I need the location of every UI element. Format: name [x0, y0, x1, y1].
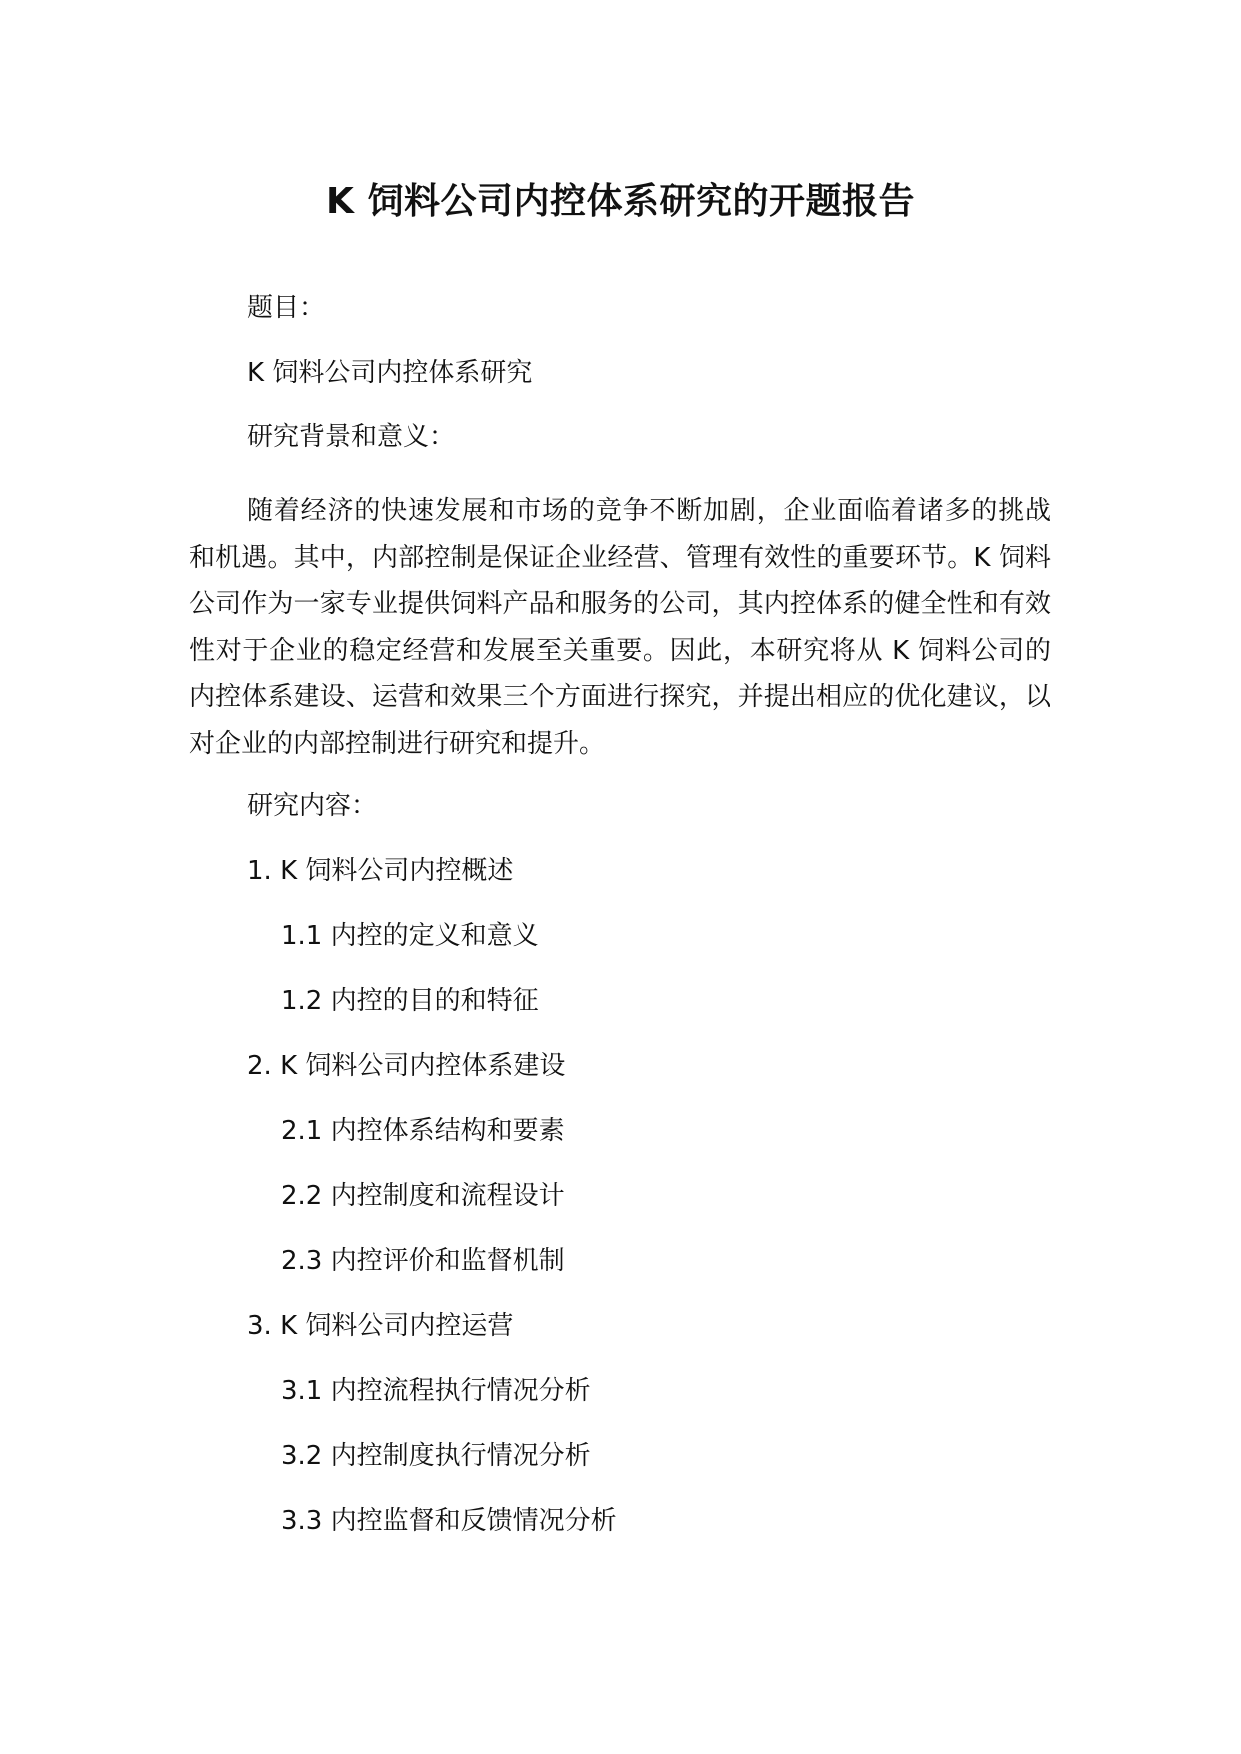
- outline-subitem: 3.2 内控制度执行情况分析: [281, 1441, 591, 1471]
- outline-subitem: 3.3 内控监督和反馈情况分析: [281, 1506, 617, 1536]
- outline-subitem: 2.2 内控制度和流程设计: [281, 1181, 565, 1211]
- outline-item: 2. K 饲料公司内控体系建设: [247, 1051, 566, 1081]
- outline-subitem: 2.1 内控体系结构和要素: [281, 1116, 565, 1146]
- outline-subitem: 2.3 内控评价和监督机制: [281, 1246, 565, 1276]
- background-label: 研究背景和意义：: [247, 422, 456, 452]
- outline-subitem: 1.1 内控的定义和意义: [281, 921, 539, 951]
- topic-text: K 饲料公司内控体系研究: [247, 358, 533, 388]
- outline-item: 3. K 饲料公司内控运营: [247, 1311, 514, 1341]
- background-paragraph: 随着经济的快速发展和市场的竞争不断加剧，企业面临着诸多的挑战和机遇。其中，内部控制是保证企业经营、管理有效性的重要环节。K 饲料公司作为一家专业提供饲料产品和服务的公司，其内控体系的健全性和有效性对于企业的稳定经营和发展至关重要。因此，本研究将从 K 饲料公司的内控体系建设、运营和效果三个方面进行探究，并提出相应的优化建议，以对企业的内部控制进行研究和提升。: [189, 496, 1051, 759]
- content-label: 研究内容：: [247, 791, 378, 821]
- topic-label: 题目：: [247, 293, 326, 323]
- document-title: K 饲料公司内控体系研究的开题报告: [326, 181, 915, 222]
- outline-item: 1. K 饲料公司内控概述: [247, 856, 514, 886]
- outline-subitem: 3.1 内控流程执行情况分析: [281, 1376, 591, 1406]
- outline-subitem: 1.2 内控的目的和特征: [281, 986, 539, 1016]
